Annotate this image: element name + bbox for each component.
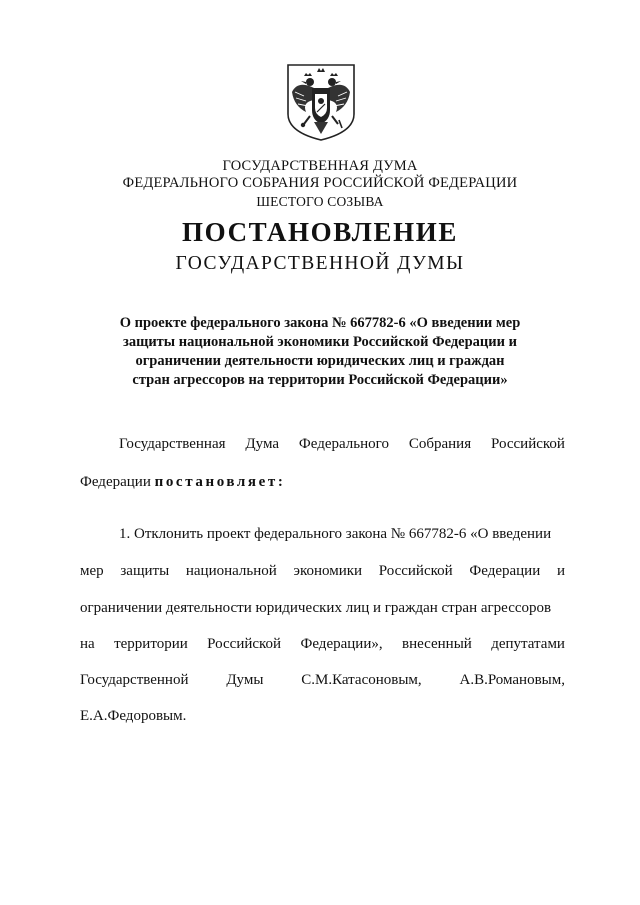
document-subtitle: ГОСУДАРСТВЕННОЙ ДУМЫ bbox=[175, 253, 465, 274]
subject-line: ограничении деятельности юридических лиц и граждан bbox=[135, 353, 505, 369]
convocation-line: ШЕСТОГО СОЗЫВА bbox=[256, 194, 384, 209]
org-name-line2: ФЕДЕРАЛЬНОГО СОБРАНИЯ РОССИЙСКОЙ ФЕДЕРАЦИИ bbox=[122, 175, 518, 191]
word: на bbox=[80, 636, 95, 652]
word: Федерального bbox=[298, 436, 389, 452]
subject-line: О проекте федерального закона № 667782-6 «О введении мер bbox=[119, 315, 521, 331]
word: Государственная bbox=[119, 436, 226, 452]
word: территории bbox=[114, 636, 188, 652]
item1-line2 bbox=[80, 561, 565, 581]
item1-line3: ограничении деятельности юридических лиц и граждан стран агрессоров bbox=[80, 600, 552, 616]
word: Российской bbox=[207, 636, 282, 652]
document-subject bbox=[80, 314, 560, 390]
document-title: ПОСТАНОВЛЕНИЕ bbox=[182, 217, 458, 247]
item1-line4 bbox=[80, 634, 565, 654]
word: Собрания bbox=[408, 436, 472, 452]
word: внесенный bbox=[402, 636, 472, 652]
word: Государственной bbox=[80, 672, 189, 688]
word: Российской bbox=[378, 563, 453, 579]
preamble-line1 bbox=[119, 434, 565, 454]
word: экономики bbox=[293, 563, 363, 579]
word: Федерации bbox=[80, 474, 151, 490]
item1-line6: Е.А.Федоровым. bbox=[80, 708, 187, 724]
word: национальной bbox=[185, 563, 277, 579]
subject-line: стран агрессоров на территории Российской Федерации» bbox=[132, 372, 508, 388]
word: мер bbox=[80, 563, 104, 579]
preamble-line2 bbox=[80, 472, 565, 492]
word: Федерации», bbox=[300, 636, 383, 652]
org-name-line1: ГОСУДАРСТВЕННАЯ ДУМА bbox=[222, 158, 418, 174]
item1-line1: 1. Отклонить проект федерального закона № 667782-6 «О введении bbox=[119, 526, 552, 542]
word: А.В.Романовым, bbox=[459, 672, 565, 688]
subject-line: защиты национальной экономики Российской Федерации и bbox=[123, 334, 517, 350]
word: Российской bbox=[491, 436, 565, 452]
word: С.М.Катасоновым, bbox=[301, 672, 422, 688]
coat-of-arms-icon bbox=[284, 62, 358, 142]
word: Федерации bbox=[469, 563, 541, 579]
word: и bbox=[556, 563, 565, 579]
resolves-word: постановляет: bbox=[154, 474, 286, 490]
word: защиты bbox=[120, 563, 170, 579]
item1-line5 bbox=[80, 670, 565, 690]
word: Дума bbox=[245, 436, 280, 452]
word: Думы bbox=[226, 672, 264, 688]
word: депутатами bbox=[491, 636, 565, 652]
